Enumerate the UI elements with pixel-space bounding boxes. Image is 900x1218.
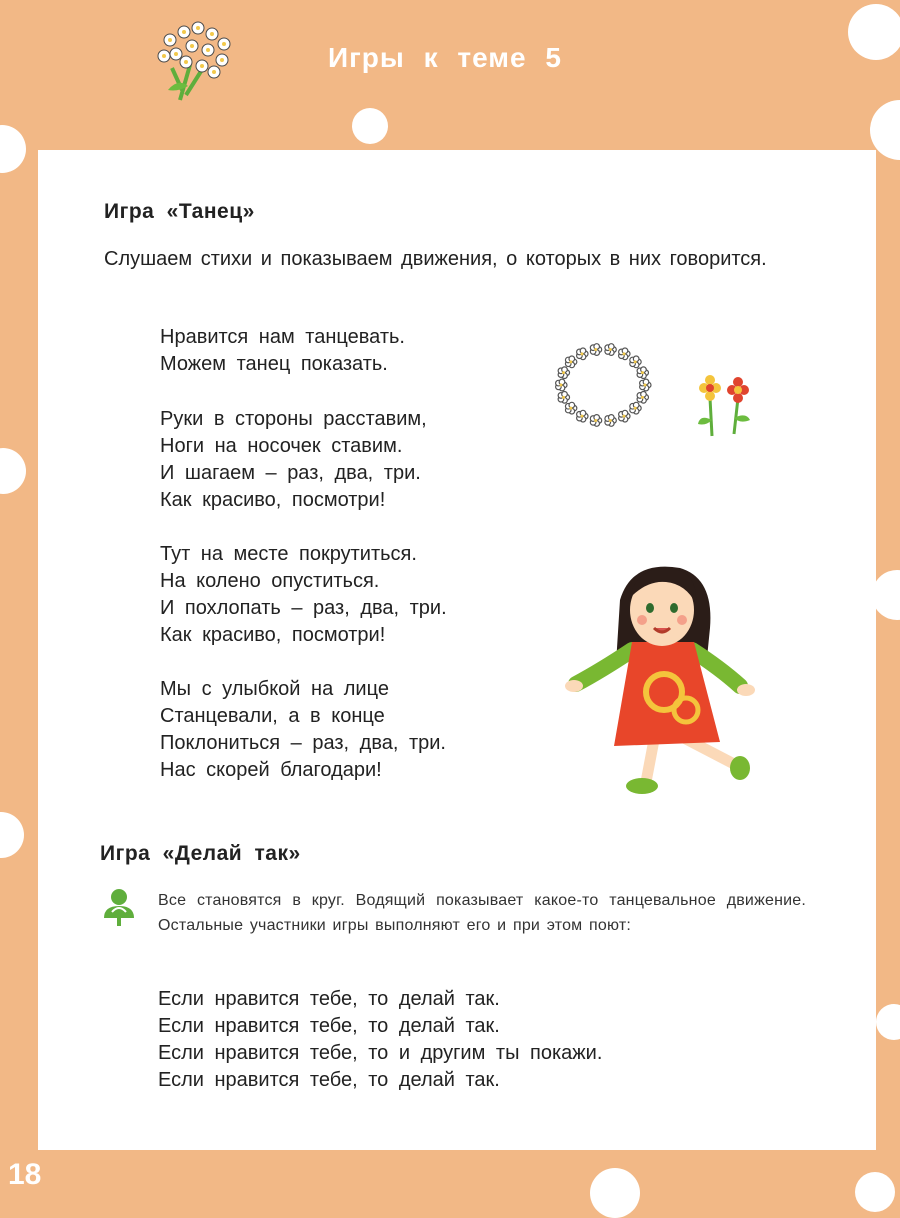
poem-stanza [160, 324, 405, 378]
poem-line: Поклониться – раз, два, три. [160, 732, 446, 754]
poem-line: Мы с улыбкой на лице [160, 678, 389, 700]
flower-bouquet-icon [150, 10, 240, 105]
poem-line: Как красиво, посмотри! [160, 489, 386, 511]
poem-line: Тут на месте покрутиться. [160, 543, 417, 565]
decor-dot [848, 4, 900, 60]
song-line: Если нравится тебе, то и другим ты покажи. [158, 1042, 603, 1064]
song-line: Если нравится тебе, то делай так. [158, 1069, 500, 1091]
game-intro: Слушаем стихи и показываем движения, о которых в них говорится. [104, 248, 767, 270]
poem-line: И похлопать – раз, два, три. [160, 597, 447, 619]
poem-line: Нас скорей благодари! [160, 759, 382, 781]
poem-line: Руки в стороны расставим, [160, 408, 427, 430]
decor-dot [590, 1168, 640, 1218]
decor-dot [352, 108, 388, 144]
song-line: Если нравится тебе, то делай так. [158, 1015, 500, 1037]
decor-dot [0, 812, 24, 858]
poem-stanza [160, 406, 427, 514]
game-title-dance: Игра «Танец» [104, 200, 255, 223]
flowers-icon [694, 374, 756, 438]
poem-line: На колено опуститься. [160, 570, 380, 592]
game-title-do-this: Игра «Делай так» [100, 842, 301, 865]
song-line: Если нравится тебе, то делай так. [158, 988, 500, 1010]
decor-dot [855, 1172, 895, 1212]
poem-line: Можем танец показать. [160, 353, 388, 375]
page-title: Игры к теме 5 [328, 42, 562, 73]
poem-line: Нравится нам танцевать. [160, 326, 405, 348]
decor-dot [876, 1004, 900, 1040]
poem-stanza [160, 541, 447, 649]
decor-dot [0, 448, 26, 494]
decor-dot [872, 570, 900, 620]
page-number: 18 [8, 1158, 42, 1191]
song-text [158, 986, 602, 1094]
poem-line: Как красиво, посмотри! [160, 624, 386, 646]
game-instruction: Все становятся в круг. Водящий показывает какое-то танцевальное движение. Остальные участники игры выполняют его и при этом поют: [158, 892, 806, 934]
poem-line: И шагаем – раз, два, три. [160, 462, 421, 484]
dancing-girl-illustration [562, 560, 762, 805]
decor-dot [0, 125, 26, 173]
poem-line: Ноги на носочек ставим. [160, 435, 403, 457]
poem-stanza [160, 676, 446, 784]
poem-line: Станцевали, а в конце [160, 705, 385, 727]
flower-wreath-icon [550, 338, 656, 432]
teacher-hint-icon [102, 888, 136, 928]
